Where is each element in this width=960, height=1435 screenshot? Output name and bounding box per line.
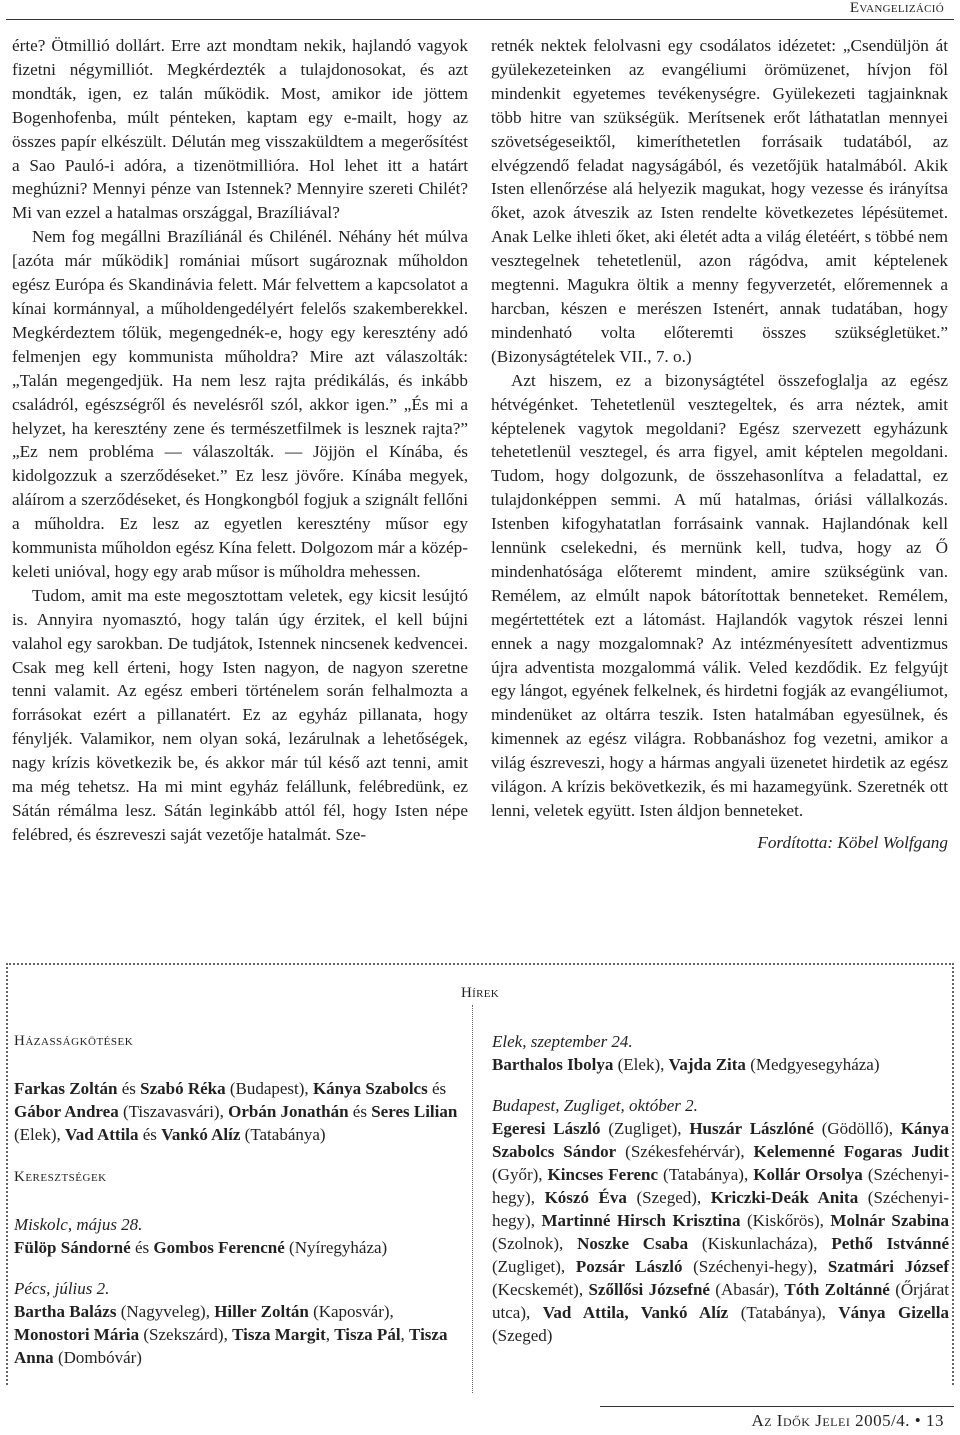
- name-separator: (Elek),: [14, 1125, 65, 1144]
- person-name: Bartha Balázs: [14, 1302, 117, 1321]
- name-separator: (Gödöllő),: [813, 1119, 901, 1138]
- name-separator: (Tatabánya): [240, 1125, 326, 1144]
- name-separator: (Nagyveleg),: [116, 1302, 215, 1321]
- name-separator: (Székesfehérvár),: [616, 1142, 754, 1161]
- paragraph: Nem fog megállni Brazíliánál és Chilénél. Néhány hét múlva [azóta már működik] romániai műsort sugároznak műholdon egész Európa és Skandinávia felett. Már felvettem a kapcsolatot a kínai kormánnyal, a műholdengedélyért felelős szakemberekkel. Megkérdeztem tőlük, megengednék-e, hogy egy keresztény adó felmenjen egy kommunista műholdra? Mire azt válaszolták: „Talán megengedjük. Ha nem lesz rajta prédikálás, és inkább családról, egészségről és nevelésről szól, akkor igen.” „És mi a helyzet, ha keresztény zene és természetfilmek is lesznek rajta?” „Ez nem probléma — válaszolták. — Jöjjön el Kínába, és kidolgozzuk a szerződéseket.” Ez lesz jövőre. Kínába megyek, aláírom a szerződéseket, és Hongkongból fogjuk a szignált fellőni a műholdra. Ez lesz az egyetlen keresztény műsor egy kommunista műholdon egész Kína felett. Dolgozom már a közép-keleti unióval, hogy egy arab műsor is műholdra mehessen.: [12, 227, 468, 581]
- person-name: Vajda Zita: [668, 1055, 746, 1074]
- person-name: Kriczki-Deák Anita: [710, 1188, 859, 1207]
- section-header: Evangelizáció: [849, 0, 944, 16]
- baptism-place: Elek, szeptember 24.: [492, 1032, 633, 1051]
- person-name: Vankó Alíz: [161, 1125, 241, 1144]
- person-name: Huszár Lászlóné: [689, 1119, 814, 1138]
- person-name: Vad Attila: [64, 1125, 139, 1144]
- translator-credit: Fordította: Köbel Wolfgang: [757, 832, 948, 852]
- name-separator: (Szeged),: [626, 1188, 711, 1207]
- page-footer: Az Idők Jelei 2005/4. • 13: [751, 1411, 944, 1430]
- name-separator: (Győr),: [492, 1165, 548, 1184]
- name-separator: (Tatabánya),: [658, 1165, 754, 1184]
- name-separator: (Zugliget),: [600, 1119, 690, 1138]
- name-separator: (Tatabánya),: [728, 1303, 839, 1322]
- person-name: Fülöp Sándorné: [14, 1238, 131, 1257]
- person-name: Gábor Andrea: [14, 1102, 119, 1121]
- name-separator: és: [427, 1079, 447, 1098]
- person-name: Tisza Margit: [232, 1325, 326, 1344]
- person-name: Hiller Zoltán: [214, 1302, 309, 1321]
- name-separator: (Tiszavasvári),: [118, 1102, 229, 1121]
- news-column-divider: [472, 1005, 474, 1393]
- name-separator: és: [348, 1102, 372, 1121]
- person-name: Noszke Csaba: [577, 1234, 689, 1253]
- person-name: Seres Lilian: [371, 1102, 458, 1121]
- person-name: Tisza Pál: [334, 1325, 401, 1344]
- header-rule: [6, 19, 954, 20]
- paragraph: Tudom, amit ma este megosztottam veletek, egy kicsit lesújtó is. Annyira nyomasztó, hogy talán úgy érzitek, el kell bújni valahol egy sarokban. De tudjátok, Istennek nincsenek kedvencei. Csak meg kell érteni, hogy Isten nagyon, de nagyon szeretne tenni valamit. Az egész emberi történelem során felhalmozta a forrásokat ezért a pillanatért. Ez az egyház pillanata, hogy fényljék. Valamikor, nem olyan soká, lezárulnak a lehetőségek, nagy krízis következik be, és akkor már túl késő azt tenni, amit ma még tehetsz. Ha mi mint egyház felállunk, felébredünk, ez Sátán rémálma lesz. Sátán leginkább attól fél, hogy Isten népe felébred, és észreveszi saját vezetője hatalmát. Sze-: [12, 585, 468, 844]
- baptisms-title: Keresztségek: [14, 1169, 107, 1185]
- person-name: Orbán Jonathán: [228, 1102, 349, 1121]
- name-separator: (Széchenyi-hegy),: [492, 1165, 950, 1207]
- person-name: Szatmári József: [827, 1257, 949, 1276]
- baptism-names: [14, 1300, 469, 1369]
- person-name: Farkas Zoltán: [14, 1079, 118, 1098]
- name-separator: ,: [325, 1325, 335, 1344]
- person-name: Martinné Hirsch Krisztina: [541, 1211, 741, 1230]
- article-column-right: [491, 34, 948, 855]
- person-name: Kelemenné Fogaras Judit: [753, 1142, 950, 1161]
- person-name: Tisza Anna: [14, 1325, 448, 1367]
- name-separator: (Nyíregyháza): [284, 1238, 388, 1257]
- person-name: Pozsár László: [575, 1257, 683, 1276]
- person-name: Monostori Mária: [14, 1325, 140, 1344]
- name-separator: (Kecskemét),: [492, 1280, 589, 1299]
- baptism-place: Budapest, Zugliget, október 2.: [492, 1096, 698, 1115]
- name-separator: (Széchenyi-hegy),: [492, 1188, 949, 1230]
- weddings-list: [14, 1077, 469, 1146]
- news-column-right: [492, 1030, 949, 1347]
- news-header: Hírek: [461, 985, 499, 1001]
- baptism-names: [492, 1117, 949, 1347]
- person-name: Molnár Szabina: [830, 1211, 950, 1230]
- name-separator: (Zugliget),: [492, 1257, 576, 1276]
- person-name: Tóth Zoltánné: [784, 1280, 890, 1299]
- baptism-names: [492, 1053, 949, 1076]
- name-separator: (Széchenyi-hegy),: [682, 1257, 828, 1276]
- person-name: Ványa Gizella: [838, 1303, 949, 1322]
- name-separator: (Abasár),: [709, 1280, 785, 1299]
- name-separator: (Kiskunlacháza),: [688, 1234, 832, 1253]
- name-separator: (Elek),: [613, 1055, 669, 1074]
- baptism-names: [14, 1236, 469, 1259]
- name-separator: (Kiskőrös),: [740, 1211, 831, 1230]
- person-name: Pethő Istvánné: [831, 1234, 949, 1253]
- name-separator: (Dombóvár): [53, 1348, 142, 1367]
- person-name: Kánya Szabolcs: [312, 1079, 428, 1098]
- person-name: Vad Attila, Vankó Alíz: [542, 1303, 729, 1322]
- name-separator: ,: [400, 1325, 410, 1344]
- name-separator: (Budapest),: [225, 1079, 313, 1098]
- baptism-place: Miskolc, május 28.: [14, 1215, 143, 1234]
- person-name: Gombos Ferencné: [153, 1238, 285, 1257]
- name-separator: (Medgyesegyháza): [745, 1055, 880, 1074]
- person-name: Kánya Szabolcs Sándor: [492, 1119, 950, 1161]
- news-column-left: [14, 1030, 469, 1369]
- paragraph: retnék nektek felolvasni egy csodálatos idézetet: „Csendüljön át gyülekezeteinken az evangéliumi örömüzenet, hívjon föl mindenkit egyetemes tevékenységre. Gyülekezeti tagjainknak több hitre van szükségük. Merítsenek erőt láthatatlan mennyei szövetségeseiktől, kimeríthetetlen forrásaik tudatából, az elvégzendő feladat nagyságából, és vezetőjük hatalmából. Akik Isten ellenőrzése alá helyezik magukat, hogy vezesse és irányítsa őket, azok átveszik az Isten rendelte következetes lépésütemet. Anak Lelke ihleti őket, aki életét adta a világ életéért, s többé nem vesztegelnek tehetetlenül, azon rágódva, amit képtelenek megtenni. Magukra öltik a menny fegyverzetét, előremennek a harcban, készen e merészen Istenért, annak tudatában, hogy mindenható volta előteremti összes szükségletüket.” (Bizonyságtételek VII., 7. o.): [491, 36, 948, 366]
- name-separator: (Őrjárat utca),: [492, 1280, 950, 1322]
- baptism-place: Pécs, július 2.: [14, 1279, 110, 1298]
- name-separator: (Szeged): [492, 1326, 553, 1345]
- name-separator: (Szolnok),: [492, 1234, 578, 1253]
- name-separator: és: [138, 1125, 162, 1144]
- paragraph: Azt hiszem, ez a bizonyságtétel összefoglalja az egész hétvégénket. Tehetetlenül vesztegeltek, és arra néztek, amit képtelenek vagytok megoldani? Egész szervezett egyházunk tehetetlenül vesztegel, és arra figyel, amit képtelen megoldani. Tudom, hogy dolgozunk, de összehasonlítva a feladattal, ez tulajdonképpen semmi. A mű hatalmas, óriási vállalkozás. Istenben kifogyhatatlan forrásaink vannak. Hajlandónak kell lennünk cselekedni, és mernünk kell, tudva, hogy az Ő mindenhatósága előteremt mindent, amire szükségünk van. Remélem, az elmúlt napok bátorítottak benneteket. Remélem, megértettétek ezt a látomást. Hajlandók vagytok részei lenni ennek a nagy mozgalomnak? Az intézményesített adventizmus újra adventista mozgalommá válik. Veled kezdődik. Ez felgyújt egy lángot, egyének felkelnek, és hirdetni fogják az evangéliumot, mindenüket az oltárra teszik. Isten hatalmában egyesülnek, és kimennek az egész világra. Robbanáshoz fog vezetni, amikor a világ észreveszi, hogy a hármas angyali üzenetet hirdetik az egész világon. A krízis bekövetkezik, és mi hazamegyünk. Szeretnék ott lenni, veletek együtt. Isten áldjon benneteket.: [491, 370, 948, 820]
- weddings-title: Házasságkötések: [14, 1033, 134, 1049]
- person-name: Szabó Réka: [140, 1079, 226, 1098]
- name-separator: (Kaposvár),: [308, 1302, 394, 1321]
- person-name: Kincses Ferenc: [547, 1165, 659, 1184]
- person-name: Barthalos Ibolya: [492, 1055, 614, 1074]
- paragraph: érte? Ötmillió dollárt. Erre azt mondtam nekik, hajlandó vagyok fizetni négymilliót. Megkérdezték a tulajdonosokat, és azt mondták, igen, ez talán működik. Most, amikor ide jöttem Bogenhofenba, múlt pénteken, kaptam egy e-mailt, hogy az összes papír elkészült. Délután meg visszaküldtem a megerősítést a Sao Pauló-i adóra, a tizenötmillióra. Hol lehet itt a határt meghúzni? Mennyi pénze van Istennek? Mennyire szereti Chilét? Mi van ezzel a hatalmas országgal, Brazíliával?: [12, 36, 468, 223]
- footer-rule: [600, 1406, 954, 1407]
- name-separator: és: [130, 1238, 154, 1257]
- person-name: Kószó Éva: [544, 1188, 627, 1207]
- name-separator: (Szekszárd),: [139, 1325, 233, 1344]
- person-name: Kollár Orsolya: [753, 1165, 863, 1184]
- person-name: Egeresi László: [492, 1119, 601, 1138]
- person-name: Szőllősi Józsefné: [588, 1280, 710, 1299]
- article-column-left: [12, 34, 468, 847]
- name-separator: és: [117, 1079, 141, 1098]
